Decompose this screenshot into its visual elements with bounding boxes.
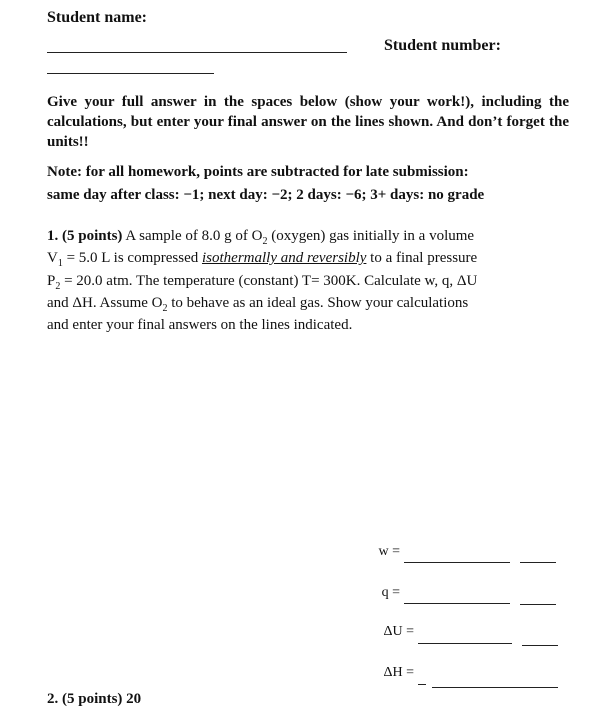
instructions-text: Give your full answer in the spaces below (show your work!), including the calculations, but enter your final answer on the lines shown. And don’t forget the units!! (47, 94, 569, 150)
late-note-line-2: same day after class: −1; next day: −2; 2 days: −6; 3+ days: no grade (47, 187, 485, 203)
question-1-line-2 (47, 249, 477, 268)
answer-dh-line[interactable] (432, 687, 558, 688)
answer-q-unit-line[interactable] (520, 604, 556, 605)
student-name-label: Student name: (47, 9, 148, 26)
q1-text: and ΔH. Assume O (47, 295, 163, 311)
answer-du-label: ΔU = (383, 624, 414, 639)
answer-w-line[interactable] (404, 562, 510, 563)
answer-q-label: q = (381, 585, 400, 600)
q1-emphasis: isothermally and reversibly (201, 250, 367, 266)
q1-sub: 1 (57, 258, 63, 269)
question-1-line-3 (47, 272, 477, 291)
answer-dh-label: ΔH = (383, 665, 414, 680)
q1-text: to a final pressure (366, 250, 478, 266)
student-number-label: Student number: (384, 37, 501, 54)
question-1-line-1 (47, 227, 474, 246)
student-number-line[interactable] (47, 73, 214, 74)
q1-text: to behave as an ideal gas. Show your calculations (167, 295, 469, 311)
answer-du-unit-line[interactable] (522, 645, 558, 646)
answer-w-unit-line[interactable] (520, 562, 556, 563)
q1-text: P (47, 273, 56, 289)
answer-q-line[interactable] (404, 603, 510, 604)
answer-du-line[interactable] (418, 643, 512, 644)
q1-text: = 5.0 L is compressed (62, 250, 202, 266)
question-1-line-5: and enter your final answers on the lines indicated. (47, 317, 353, 333)
question-points: (5 points) (62, 228, 123, 244)
late-note-line-1: Note: for all homework, points are subtracted for late submission: (47, 164, 469, 180)
answer-w-label: w = (378, 544, 400, 559)
question-1-line-4 (47, 294, 468, 313)
q1-text: = 20.0 atm. The temperature (constant) T= 300K. Calculate w, q, ΔU (60, 273, 478, 289)
question-number: 1. (47, 228, 59, 244)
student-name-line[interactable] (47, 52, 347, 53)
q1-sub: 2 (262, 236, 268, 247)
q1-sub: 2 (162, 303, 168, 314)
question-2-cutoff: 2. (5 points) 20 (47, 691, 142, 707)
q1-text: A sample of 8.0 g of O (125, 228, 263, 244)
answer-dh-short-line[interactable] (418, 684, 426, 685)
q1-text: (oxygen) gas initially in a volume (267, 228, 475, 244)
q1-sub: 2 (55, 281, 61, 292)
q1-text: V (47, 250, 58, 266)
